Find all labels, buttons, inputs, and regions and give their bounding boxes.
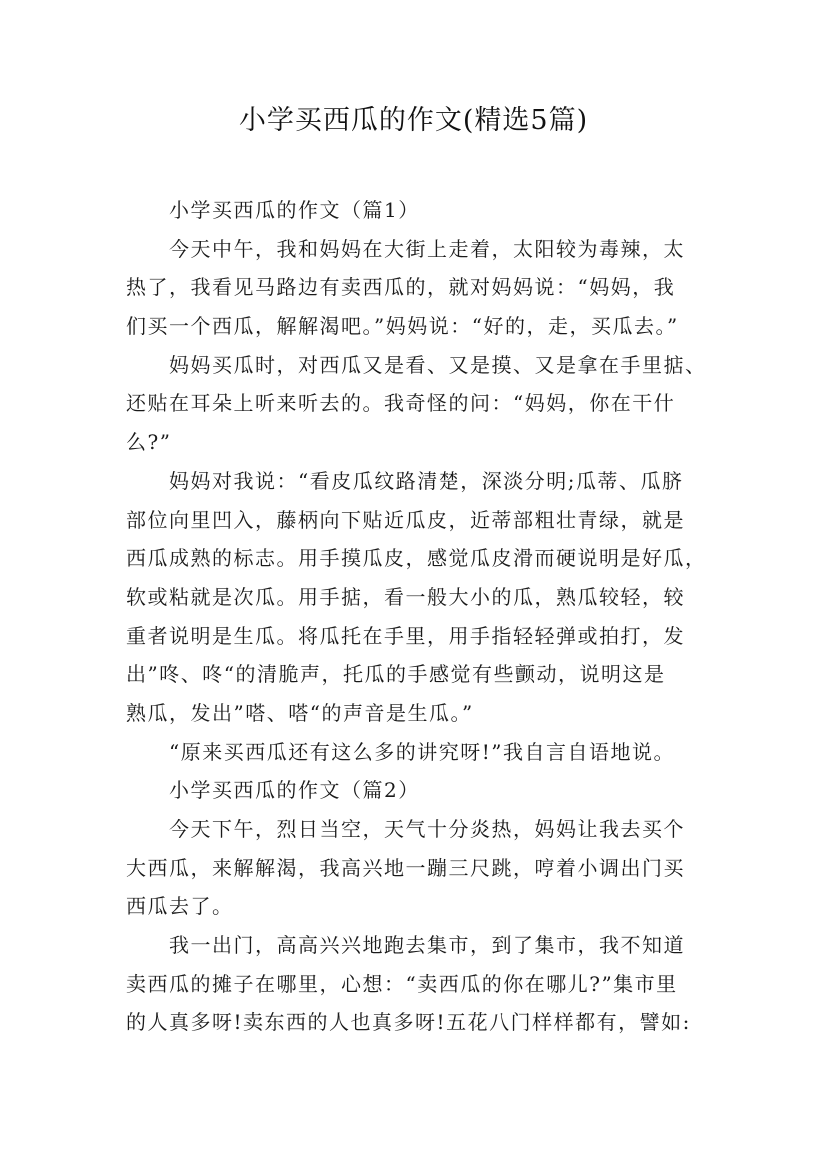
paragraph-line: 还贴在耳朵上听来听去的。我奇怪的问：“妈妈，你在干什 (126, 391, 676, 416)
paragraph-line: 出”咚、咚“的清脆声，托瓜的手感觉有些颤动，说明这是 (126, 662, 666, 687)
paragraph-line: 卖西瓜的摊子在哪里，心想：“卖西瓜的你在哪儿?”集市里 (126, 971, 678, 996)
paragraph-line: 西瓜去了。 (126, 894, 234, 919)
paragraph-line: 重者说明是生瓜。将瓜托在手里，用手指轻轻弹或拍打，发 (126, 623, 685, 648)
paragraph-line: 西瓜成熟的标志。用手摸瓜皮，感觉瓜皮滑而硬说明是好瓜， (126, 546, 707, 571)
paragraph-line: 们买一个西瓜，解解渴吧。”妈妈说：“好的，走，买瓜去。” (126, 314, 679, 339)
paragraph-line: 妈妈对我说：“看皮瓜纹路清楚，深淡分明;瓜蒂、瓜脐 (126, 468, 684, 493)
paragraph-line: 的人真多呀!卖东西的人也真多呀!五花八门样样都有，譬如: (126, 1010, 691, 1035)
paragraph-line: 部位向里凹入，藤柄向下贴近瓜皮，近蒂部粗壮青绿，就是 (126, 507, 685, 532)
paragraph-line: 熟瓜，发出”嗒、嗒“的声音是生瓜。” (126, 700, 474, 725)
document-body (126, 191, 706, 1042)
paragraph-line: 今天中午，我和妈妈在大街上走着，太阳较为毒辣，太 (126, 236, 685, 261)
paragraph-line: 我一出门，高高兴兴地跑去集市，到了集市，我不知道 (126, 933, 685, 958)
paragraph-line: 大西瓜，来解解渴，我高兴地一蹦三尺跳，哼着小调出门买 (126, 855, 685, 880)
section-heading-1: 小学买西瓜的作文（篇1） (126, 198, 420, 222)
paragraph-line: “原来买西瓜还有这么多的讲究呀!”我自言自语地说。 (126, 739, 675, 764)
document-title: 小学买西瓜的作文(精选5篇) (238, 105, 589, 136)
section-heading-2: 小学买西瓜的作文（篇2） (126, 778, 420, 803)
paragraph-line: 今天下午，烈日当空，天气十分炎热，妈妈让我去买个 (126, 817, 685, 841)
paragraph-line: 妈妈买瓜时，对西瓜又是看、又是摸、又是拿在手里掂、 (126, 352, 707, 377)
paragraph-line: 软或粘就是次瓜。用手掂，看一般大小的瓜，熟瓜较轻，较 (126, 584, 685, 609)
paragraph-line: 热了，我看见马路边有卖西瓜的，就对妈妈说：“妈妈，我 (126, 275, 676, 300)
paragraph-line: 么?” (126, 430, 172, 455)
